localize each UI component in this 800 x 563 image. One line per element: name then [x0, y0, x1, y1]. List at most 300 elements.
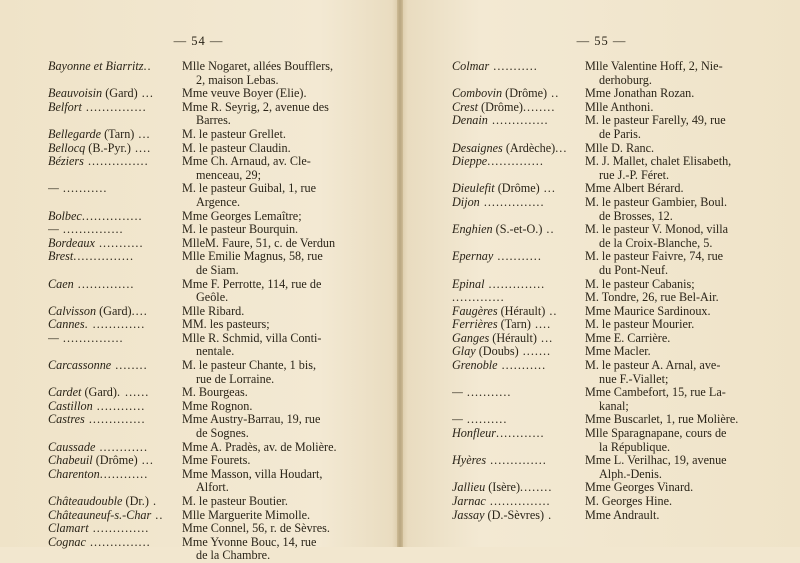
place-name: Denain	[452, 114, 488, 128]
directory-entry	[48, 509, 378, 523]
entry-contact	[579, 278, 784, 292]
directory-entry	[452, 114, 784, 141]
entry-place	[452, 114, 579, 141]
contact-line: M. le pasteur Chante, 1 bis,	[182, 358, 317, 373]
entry-place	[48, 318, 176, 332]
leader-dots: ....	[130, 141, 152, 155]
entry-contact	[579, 60, 784, 87]
leader-dots: ...............	[58, 223, 124, 237]
place-name: Epernay	[452, 250, 494, 264]
leader-dots: ...	[536, 331, 554, 345]
directory-entry	[48, 237, 378, 251]
contact-line: M. le pasteur Gambier, Boul.	[585, 194, 728, 209]
place-name: Bayonne et Biarritz	[48, 60, 144, 73]
directory-entry	[48, 210, 378, 224]
contact-line: Mlle R. Schmid, villa Conti-	[182, 330, 322, 345]
place-name: Cognac	[48, 535, 86, 549]
leader-dots: ..	[545, 304, 558, 318]
entry-contact	[579, 114, 784, 141]
entry-contact	[579, 101, 784, 115]
place-name: Caen	[48, 277, 74, 291]
entry-place	[452, 182, 579, 196]
leader-dots: ..............	[487, 114, 549, 128]
directory-entry	[452, 60, 784, 87]
entry-contact	[176, 182, 378, 209]
place-name: Cardet	[48, 386, 82, 400]
entry-place	[452, 345, 579, 359]
leader-dots: ...............	[479, 195, 545, 209]
entry-place	[48, 305, 176, 319]
place-name: Dijon	[452, 195, 480, 209]
directory-entry	[48, 250, 378, 277]
directory-entry	[48, 87, 378, 101]
contact-line: Mme Cambefort, 15, rue La-	[585, 385, 726, 400]
place-name: Castillon	[48, 399, 93, 413]
leader-dots: ...........	[493, 250, 542, 264]
contact-line-continued: Barres.	[196, 113, 231, 128]
leader-dots: ............	[92, 399, 146, 413]
contact-line-continued: de Paris.	[599, 126, 641, 141]
entry-place	[452, 87, 579, 101]
entry-contact	[176, 278, 378, 305]
entry-place	[48, 495, 176, 509]
contact-line: M. J. Mallet, chalet Elisabeth,	[585, 154, 732, 169]
directory-entry	[48, 536, 378, 563]
entry-contact	[579, 386, 784, 413]
directory-entry	[452, 318, 784, 332]
place-region: (S.-et-O.)	[492, 223, 543, 237]
place-region: (Tarn)	[497, 318, 531, 332]
contact-line: Mlle Valentine Hoff, 2, Nie-	[585, 59, 723, 73]
contact-line-continued: Alph.-Denis.	[599, 466, 662, 481]
place-region: (Hérault)	[489, 331, 537, 345]
contact-line: Mlle Marguerite Mimolle.	[182, 507, 311, 522]
contact-line-continued: de la Chambre.	[196, 548, 271, 563]
leader-dots: . .............	[84, 318, 146, 332]
entry-contact	[176, 210, 378, 224]
entry-contact	[579, 427, 784, 454]
directory-entry	[452, 182, 784, 196]
entry-place	[48, 359, 176, 386]
leader-dots: ..........	[462, 413, 508, 427]
entry-contact	[579, 481, 784, 495]
contact-line: Mme Macler.	[585, 344, 651, 359]
entry-contact	[176, 128, 378, 142]
directory-entry	[452, 305, 784, 319]
place-name: Colmar	[452, 60, 490, 73]
place-name: Brest	[48, 250, 74, 264]
directory-entry	[452, 413, 784, 427]
directory-entry	[48, 101, 378, 128]
entry-place	[452, 60, 579, 87]
entry-contact	[176, 413, 378, 440]
directory-entry	[452, 87, 784, 101]
entry-place	[48, 101, 176, 128]
leader-dots: ...	[137, 454, 154, 468]
entry-place	[48, 278, 176, 305]
directory-entry	[452, 250, 784, 277]
place-name: Cannes	[48, 318, 85, 332]
directory-list	[452, 60, 784, 522]
directory-entry	[452, 278, 784, 292]
entry-contact	[176, 536, 378, 563]
entry-place	[452, 142, 579, 156]
entry-place	[48, 87, 176, 101]
directory-entry	[452, 509, 784, 523]
entry-contact	[579, 87, 784, 101]
place-name: Châteauneuf-s.-Char	[48, 508, 152, 522]
leader-dots: ........	[522, 100, 556, 114]
place-name: Charenton	[48, 467, 100, 481]
place-name: Dieppe	[452, 155, 488, 169]
contact-line: Mme Ch. Arnaud, av. Cle-	[182, 154, 311, 169]
entry-place	[452, 250, 579, 277]
place-name: Combovin	[452, 87, 503, 101]
place-name: Desaignes	[452, 141, 503, 155]
place-name: Bordeaux	[48, 236, 95, 250]
place-name: Bellocq	[48, 141, 86, 155]
contact-line-continued: du Pont-Neuf.	[599, 262, 669, 277]
entry-contact	[579, 495, 784, 509]
contact-line: Mme Buscarlet, 1, rue Molière.	[585, 412, 739, 427]
directory-entry	[452, 481, 784, 495]
place-name: Carcassonne	[48, 359, 112, 373]
place-name: —	[452, 413, 463, 427]
entry-place	[452, 332, 579, 346]
leader-dots: . ......	[116, 386, 150, 400]
contact-line: M. le pasteur Farelly, 49, rue	[585, 113, 726, 128]
entry-contact	[176, 305, 378, 319]
place-name: Beauvoisin	[48, 87, 103, 101]
leader-dots: .............	[452, 291, 505, 305]
contact-line: M. le pasteur A. Arnal, ave-	[585, 358, 721, 373]
entry-place	[452, 101, 579, 115]
place-region: (Gard)	[96, 304, 132, 318]
place-name: Bellegarde	[48, 127, 102, 141]
contact-line: Mlle Ribard.	[182, 303, 245, 318]
contact-line: M. le pasteur Claudin.	[182, 140, 291, 155]
contact-line-continued: nentale.	[196, 344, 235, 359]
place-name: Ferrières	[452, 318, 498, 332]
entry-contact	[579, 345, 784, 359]
place-name: —	[48, 331, 59, 345]
place-region: (Ardèche)	[502, 141, 556, 155]
contact-line: M. le pasteur Mourier.	[585, 317, 695, 332]
entry-place	[48, 210, 176, 224]
contact-line-continued: rue J.-P. Féret.	[599, 167, 670, 182]
entry-contact	[176, 237, 378, 251]
contact-line: M. le pasteur Grellet.	[182, 126, 286, 141]
place-name: Chabeuil	[48, 454, 93, 468]
leader-dots: ...........	[58, 182, 108, 196]
contact-line: Mme Yvonne Bouc, 14, rue	[182, 534, 317, 549]
leader-dots: ........	[520, 481, 553, 495]
entry-place	[452, 509, 579, 523]
entry-contact	[176, 101, 378, 128]
place-region: (B.-Pyr.)	[85, 141, 131, 155]
entry-place	[48, 454, 176, 468]
entry-place	[48, 509, 176, 523]
directory-entry	[452, 142, 784, 156]
entry-place	[452, 223, 579, 250]
entry-contact	[176, 60, 378, 87]
entry-place	[452, 196, 579, 223]
entry-place	[48, 536, 176, 563]
directory-entry	[452, 345, 784, 359]
leader-dots: ...........	[497, 359, 547, 373]
contact-line-continued: derhoburg.	[599, 72, 652, 87]
entry-contact	[579, 142, 784, 156]
place-name: Hyères	[452, 454, 487, 468]
entry-contact	[176, 454, 378, 468]
directory-entry	[452, 223, 784, 250]
contact-line: Mme Fourets.	[182, 453, 251, 468]
entry-contact	[176, 87, 378, 101]
place-name: —	[48, 223, 59, 237]
entry-place	[48, 250, 176, 277]
entry-place	[48, 400, 176, 414]
place-region: (Isère)	[485, 481, 521, 495]
contact-line-continued: de Brosses, 12.	[599, 208, 673, 223]
entry-place	[452, 495, 579, 509]
leader-dots: ..............	[487, 155, 544, 169]
entry-contact	[579, 305, 784, 319]
directory-entry	[452, 291, 784, 305]
place-region: (Tarn)	[101, 127, 135, 141]
contact-line: Mme Albert Bérard.	[585, 181, 684, 196]
place-region: (Doubs)	[475, 345, 519, 359]
place-name: Béziers	[48, 155, 84, 169]
entry-place	[48, 413, 176, 440]
contact-line: Mlle Emilie Magnus, 58, rue	[182, 249, 323, 264]
page-number: — 55 —	[576, 34, 627, 48]
place-name: Faugères	[452, 304, 498, 318]
leader-dots: ....	[131, 304, 148, 318]
contact-line: Mme Georges Lemaître;	[182, 208, 302, 223]
contact-line: Mme Masson, villa Houdart,	[182, 466, 323, 481]
leader-dots: ...............	[58, 331, 124, 345]
contact-line: M. Bourgeas.	[182, 385, 248, 400]
place-name: Belfort	[48, 100, 82, 114]
place-region: (Drôme)	[494, 182, 540, 196]
directory-entry	[48, 495, 378, 509]
directory-entry	[48, 182, 378, 209]
leader-dots: ..............	[486, 454, 547, 468]
contact-line-continued: Argence.	[196, 194, 241, 209]
directory-list	[48, 60, 378, 563]
entry-contact	[176, 400, 378, 414]
place-name: Grenoble	[452, 359, 498, 373]
entry-place	[48, 142, 176, 156]
leader-dots: ..	[542, 223, 555, 237]
place-name: Châteaudouble	[48, 495, 123, 508]
directory-entry	[48, 386, 378, 400]
contact-line-continued: de Sognes.	[196, 426, 249, 441]
contact-line: Mme E. Carrière.	[585, 330, 671, 345]
place-region: (D.-Sèvres)	[484, 508, 545, 522]
place-name: Epinal	[452, 277, 485, 291]
entry-contact	[176, 142, 378, 156]
page-number: — 54 —	[173, 34, 224, 48]
directory-entry	[452, 359, 784, 386]
leader-dots: ...............	[83, 155, 149, 169]
place-region: (Gard)	[81, 386, 117, 400]
place-name: —	[48, 182, 59, 196]
contact-line: Mlle Anthoni.	[585, 99, 654, 114]
entry-place	[452, 305, 579, 319]
entry-contact	[176, 522, 378, 536]
directory-entry	[48, 468, 378, 495]
entry-contact	[579, 359, 784, 386]
entry-contact	[579, 413, 784, 427]
directory-entry	[48, 332, 378, 359]
directory-entry	[452, 427, 784, 454]
leader-dots: ...........	[462, 386, 512, 400]
directory-entry	[452, 196, 784, 223]
entry-place	[452, 359, 579, 386]
contact-line: Mme veuve Boyer (Elie).	[182, 86, 307, 101]
contact-line: MM. les pasteurs;	[182, 317, 270, 332]
contact-line-continued: kanal;	[599, 398, 629, 413]
place-region: (Dr.)	[122, 495, 149, 508]
contact-line: M. Tondre, 26, rue Bel-Air.	[585, 290, 719, 305]
entry-place	[48, 522, 176, 536]
leader-dots: ............	[95, 440, 149, 454]
contact-line: M. le pasteur Guibal, 1, rue	[182, 181, 317, 196]
entry-contact	[579, 454, 784, 481]
entry-contact	[176, 495, 378, 509]
leader-dots: ...............	[81, 209, 143, 223]
entry-place	[48, 441, 176, 455]
entry-place	[48, 128, 176, 142]
directory-entry	[48, 413, 378, 440]
contact-line-continued: Geôle.	[196, 290, 229, 305]
entry-place	[48, 182, 176, 209]
place-name: Caussade	[48, 440, 96, 454]
place-name: Dieulefit	[452, 182, 495, 196]
directory-entry	[452, 101, 784, 115]
place-name: Clamart	[48, 522, 89, 536]
contact-line-continued: de Siam.	[196, 262, 239, 277]
contact-line: Mme Austry-Barrau, 19, rue	[182, 412, 321, 427]
leader-dots: ...............	[485, 495, 551, 508]
contact-line: Mme F. Perrotte, 114, rue de	[182, 276, 322, 291]
place-name: Jarnac	[452, 495, 486, 508]
directory-entry	[48, 359, 378, 386]
place-region: (Hérault)	[497, 304, 546, 318]
entry-place	[48, 332, 176, 359]
directory-entry	[48, 60, 378, 87]
contact-line: M. le pasteur Bourquin.	[182, 222, 299, 237]
entry-place	[452, 413, 579, 427]
leader-dots: ..............	[84, 413, 146, 427]
place-name: Calvisson	[48, 304, 97, 318]
contact-line: Mlle D. Ranc.	[585, 140, 655, 155]
contact-line: Mme A. Pradès, av. de Molière.	[182, 439, 337, 454]
leader-dots: ..............	[484, 277, 546, 291]
contact-line: M. le pasteur Faivre, 74, rue	[585, 249, 724, 264]
contact-line: M. le pasteur Boutier.	[182, 494, 288, 508]
entry-contact	[176, 223, 378, 237]
place-name: Castres	[48, 413, 85, 427]
leader-dots: ............	[99, 467, 149, 481]
contact-line-continued: menceau, 29;	[196, 167, 261, 182]
entry-place	[48, 223, 176, 237]
entry-contact	[579, 332, 784, 346]
directory-entry	[452, 155, 784, 182]
place-name: Bolbec	[48, 209, 82, 223]
contact-line: Mme Maurice Sardinoux.	[585, 303, 711, 318]
entry-contact	[176, 441, 378, 455]
directory-entry	[48, 305, 378, 319]
place-region: (Gard)	[102, 87, 138, 101]
directory-entry	[48, 278, 378, 305]
contact-line: Mme Andrault.	[585, 507, 660, 522]
directory-entry	[48, 400, 378, 414]
directory-entry	[452, 454, 784, 481]
place-name: Jassay	[452, 508, 485, 522]
leader-dots: ...........	[94, 236, 144, 250]
place-name: Honfleur	[452, 427, 497, 441]
place-region: (Drôme)	[502, 87, 548, 101]
directory-entry	[452, 332, 784, 346]
directory-entry	[48, 155, 378, 182]
place-name: Crest	[452, 100, 478, 114]
entry-contact	[176, 250, 378, 277]
leader-dots: .	[544, 508, 553, 522]
contact-line: M. le pasteur V. Monod, villa	[585, 222, 729, 237]
entry-place	[452, 427, 579, 454]
leader-dots: ..	[143, 60, 152, 73]
directory-entry	[48, 318, 378, 332]
directory-entry	[452, 495, 784, 509]
entry-contact	[579, 223, 784, 250]
leader-dots: ...	[137, 87, 154, 101]
entry-contact	[176, 468, 378, 495]
entry-contact	[579, 182, 784, 196]
directory-entry	[48, 128, 378, 142]
contact-line-continued: 2, maison Lebas.	[196, 72, 279, 87]
leader-dots: .......	[518, 345, 552, 359]
place-name: Enghien	[452, 223, 493, 237]
directory-entry	[48, 223, 378, 237]
contact-line-continued: la République.	[599, 439, 671, 454]
leader-dots: ....	[530, 318, 552, 332]
leader-dots: ...	[134, 127, 151, 141]
entry-contact	[176, 386, 378, 400]
contact-line: Mme Rognon.	[182, 398, 253, 413]
leader-dots: ...............	[81, 100, 147, 114]
contact-line: Mme Jonathan Rozan.	[585, 86, 695, 101]
entry-place	[452, 318, 579, 332]
entry-place	[452, 155, 579, 182]
entry-place	[48, 468, 176, 495]
contact-line: Mme L. Verilhac, 19, avenue	[585, 453, 727, 468]
place-name: Ganges	[452, 331, 490, 345]
contact-line: M. le pasteur Cabanis;	[585, 276, 695, 291]
entry-place	[48, 237, 176, 251]
leader-dots: ...............	[85, 535, 151, 549]
place-region: (Drôme)	[477, 100, 523, 114]
entry-place	[48, 155, 176, 182]
entry-contact	[176, 155, 378, 182]
directory-entry	[48, 454, 378, 468]
leader-dots: ...	[555, 141, 568, 155]
leader-dots: ............	[496, 427, 545, 441]
entry-contact	[579, 155, 784, 182]
entry-place	[48, 60, 176, 87]
entry-contact	[579, 250, 784, 277]
